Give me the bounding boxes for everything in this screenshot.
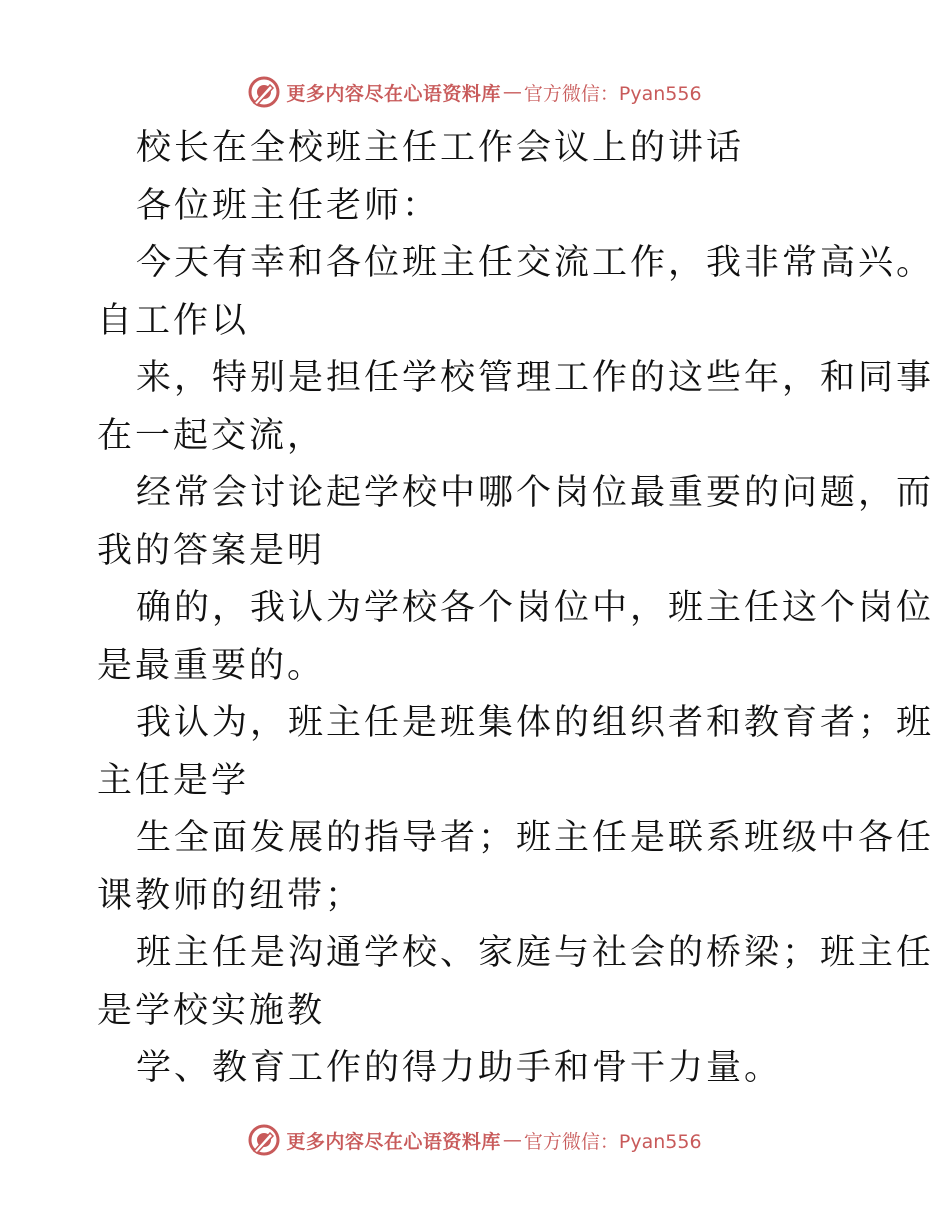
body-line: 在一起交流， xyxy=(97,415,326,456)
pen-logo-icon xyxy=(248,76,280,108)
body-line: 确的，我认为学校各个岗位中，班主任这个岗位 xyxy=(136,588,935,628)
header-watermark-dash: — xyxy=(502,81,522,103)
body-line: 经常会讨论起学校中哪个岗位最重要的问题，而 xyxy=(136,473,935,513)
body-line: 今天有幸和各位班主任交流工作，我非常高兴。 xyxy=(136,243,935,283)
salutation: 各位班主任老师： xyxy=(136,185,441,226)
footer-watermark-lead: 更多内容尽在心语资料库 xyxy=(286,1130,501,1153)
body-line: 自工作以 xyxy=(97,300,250,341)
body-line: 主任是学 xyxy=(97,760,250,801)
header-watermark-contact: 官方微信：Pyan556 xyxy=(523,82,702,105)
body-line: 课教师的纽带； xyxy=(97,875,364,916)
header-watermark-lead: 更多内容尽在心语资料库 xyxy=(286,82,501,105)
document-body xyxy=(97,120,935,1098)
body-line: 是最重要的。 xyxy=(97,645,326,686)
body-line: 学、教育工作的得力助手和骨干力量。 xyxy=(136,1048,783,1088)
document-title: 校长在全校班主任工作会议上的讲话 xyxy=(136,128,745,168)
body-line: 我的答案是明 xyxy=(97,530,326,571)
header-watermark xyxy=(0,72,950,112)
body-line: 我认为，班主任是班集体的组织者和教育者；班 xyxy=(136,703,935,743)
footer-watermark-contact: 官方微信：Pyan556 xyxy=(523,1130,702,1153)
body-line: 是学校实施教 xyxy=(97,990,326,1031)
footer-watermark-dash: — xyxy=(502,1129,522,1151)
body-line: 班主任是沟通学校、家庭与社会的桥梁；班主任 xyxy=(136,933,935,973)
body-line: 生全面发展的指导者；班主任是联系班级中各任 xyxy=(136,818,935,858)
body-line: 来，特别是担任学校管理工作的这些年，和同事 xyxy=(136,358,935,398)
pen-logo-icon xyxy=(248,1124,280,1156)
footer-watermark xyxy=(0,1120,950,1160)
